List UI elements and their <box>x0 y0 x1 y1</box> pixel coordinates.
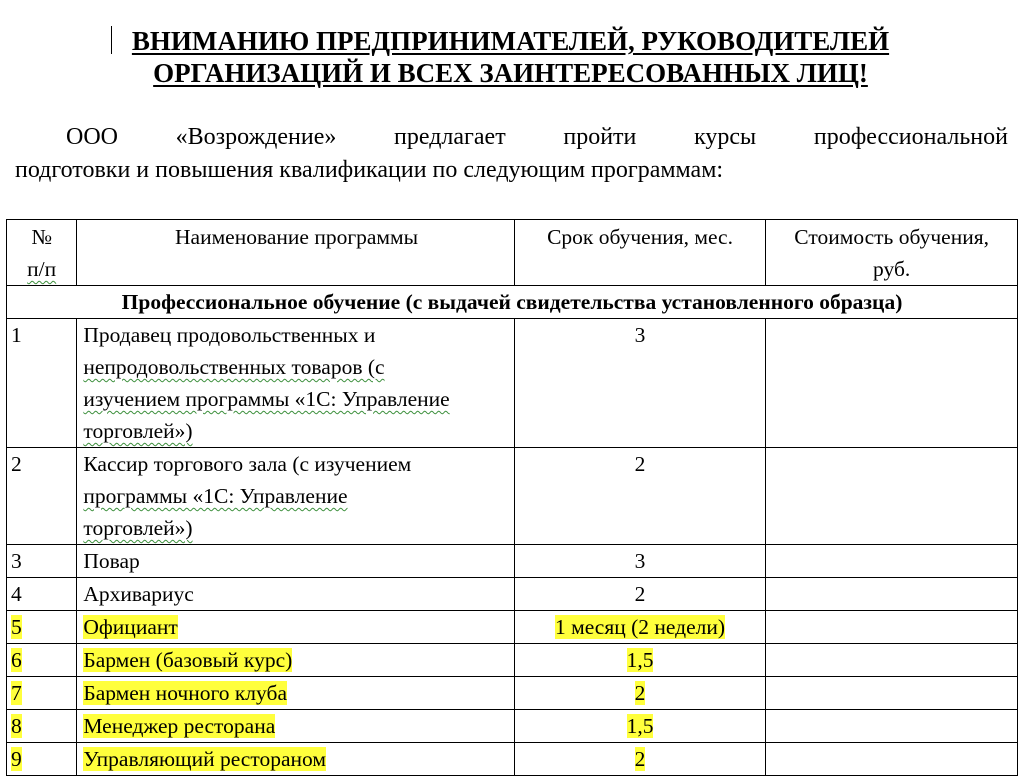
program-term-text: 2 <box>634 452 646 476</box>
program-term <box>514 644 766 677</box>
row-number <box>7 448 77 545</box>
program-name-text: Управляющий рестораном <box>83 747 326 771</box>
program-cost <box>766 448 1018 545</box>
row-number-text: 2 <box>11 452 22 476</box>
intro-word: «Возрождение» <box>175 124 337 150</box>
program-name-text: программы «1С: Управление <box>83 484 348 508</box>
program-name-line <box>83 677 509 709</box>
program-name <box>77 319 514 448</box>
program-name <box>77 448 514 545</box>
table-row <box>7 578 1018 611</box>
program-name-line <box>83 545 509 577</box>
row-number-text: 8 <box>11 714 22 738</box>
program-cost <box>766 710 1018 743</box>
program-term <box>514 578 766 611</box>
section-title: Профессиональное обучение (с выдачей свидетельства установленного образца) <box>7 286 1018 319</box>
program-cost <box>766 319 1018 448</box>
program-name-line <box>83 383 509 415</box>
program-name-line <box>83 710 509 742</box>
program-cost <box>766 644 1018 677</box>
table-header-row <box>7 220 1018 286</box>
program-cost <box>766 578 1018 611</box>
program-name <box>77 710 514 743</box>
intro-word: пройти <box>563 124 637 150</box>
intro-line-2: подготовки и повышения квалификации по следующим программам: <box>15 157 724 183</box>
row-number <box>7 743 77 776</box>
program-name-line <box>83 448 509 480</box>
program-term-text: 2 <box>634 747 646 771</box>
program-name-text: непродовольственных товаров (с <box>83 355 385 379</box>
program-name-text: Продавец продовольственных и <box>83 323 376 347</box>
intro-word: предлагает <box>394 124 506 150</box>
program-name-line <box>83 480 509 512</box>
program-term-text: 1 месяц (2 недели) <box>554 615 726 639</box>
program-name-line <box>83 512 509 544</box>
program-name <box>77 743 514 776</box>
intro-word: ООО <box>66 124 118 150</box>
program-cost <box>766 611 1018 644</box>
header-num-line-2-text: п/п <box>27 257 57 281</box>
program-term-text: 3 <box>634 323 646 347</box>
table-row <box>7 611 1018 644</box>
row-number-text: 3 <box>11 549 22 573</box>
program-term <box>514 319 766 448</box>
row-number-text: 5 <box>11 615 22 639</box>
intro-line-1 <box>15 121 1008 154</box>
table-row <box>7 710 1018 743</box>
intro-word: профессиональной <box>813 124 1008 150</box>
program-name <box>77 578 514 611</box>
program-name-line <box>83 743 509 775</box>
row-number <box>7 644 77 677</box>
program-name <box>77 677 514 710</box>
header-num <box>7 220 77 286</box>
program-name-text: Бармен (базовый курс) <box>83 648 293 672</box>
program-term <box>514 743 766 776</box>
row-number <box>7 677 77 710</box>
program-name <box>77 644 514 677</box>
program-name <box>77 545 514 578</box>
heading-line-1: ВНИМАНИЮ ПРЕДПРИНИМАТЕЛЕЙ, РУКОВОДИТЕЛЕЙ <box>131 26 890 56</box>
table-row <box>7 545 1018 578</box>
program-name-line <box>83 415 509 447</box>
program-name-line <box>83 611 509 643</box>
intro-paragraph <box>15 121 1008 187</box>
program-name-line <box>83 644 509 676</box>
program-term-text: 2 <box>634 582 646 606</box>
program-term <box>514 611 766 644</box>
program-name-text: Повар <box>83 549 140 573</box>
table-row <box>7 448 1018 545</box>
intro-word: курсы <box>694 124 757 150</box>
header-name: Наименование программы <box>77 220 514 286</box>
header-cost <box>766 220 1018 286</box>
program-name-text: Официант <box>83 615 178 639</box>
table-row <box>7 319 1018 448</box>
row-number-text: 7 <box>11 681 22 705</box>
program-name-text: торговлей») <box>83 516 193 540</box>
program-term <box>514 545 766 578</box>
program-name-text: Бармен ночного клуба <box>83 681 287 705</box>
program-cost <box>766 677 1018 710</box>
table-row <box>7 743 1018 776</box>
section-row <box>7 286 1018 319</box>
row-number-text: 6 <box>11 648 22 672</box>
program-name-text: Менеджер ресторана <box>83 714 276 738</box>
row-number <box>7 710 77 743</box>
header-num-line-2 <box>11 253 72 285</box>
program-term-text: 2 <box>634 681 646 705</box>
program-name-line <box>83 578 509 610</box>
program-term-text: 1,5 <box>626 648 654 672</box>
program-name-text: изучением программы «1С: Управление <box>83 387 450 411</box>
row-number-text: 1 <box>11 323 22 347</box>
programs-table <box>6 219 1018 776</box>
page-heading <box>0 25 1021 89</box>
table-row <box>7 644 1018 677</box>
header-cost-line-1: Стоимость обучения, <box>794 225 989 249</box>
heading-line-2: ОРГАНИЗАЦИЙ И ВСЕХ ЗАИНТЕРЕСОВАННЫХ ЛИЦ! <box>153 58 868 88</box>
program-cost <box>766 545 1018 578</box>
program-name <box>77 611 514 644</box>
header-num-line-1: № <box>31 225 52 249</box>
header-term: Срок обучения, мес. <box>514 220 766 286</box>
program-cost <box>766 743 1018 776</box>
row-number <box>7 319 77 448</box>
program-term-text: 1,5 <box>626 714 654 738</box>
row-number <box>7 578 77 611</box>
table-row <box>7 677 1018 710</box>
row-number-text: 4 <box>11 582 22 606</box>
program-term <box>514 710 766 743</box>
row-number <box>7 611 77 644</box>
header-cost-line-2: руб. <box>873 257 911 281</box>
row-number-text: 9 <box>11 747 22 771</box>
program-name-text: Архивариус <box>83 582 194 606</box>
row-number <box>7 545 77 578</box>
program-name-text: торговлей») <box>83 419 193 443</box>
program-term <box>514 448 766 545</box>
program-term <box>514 677 766 710</box>
program-name-text: Кассир торгового зала (с изучением <box>83 452 412 476</box>
program-name-line <box>83 319 509 351</box>
program-term-text: 3 <box>634 549 646 573</box>
program-name-line <box>83 351 509 383</box>
